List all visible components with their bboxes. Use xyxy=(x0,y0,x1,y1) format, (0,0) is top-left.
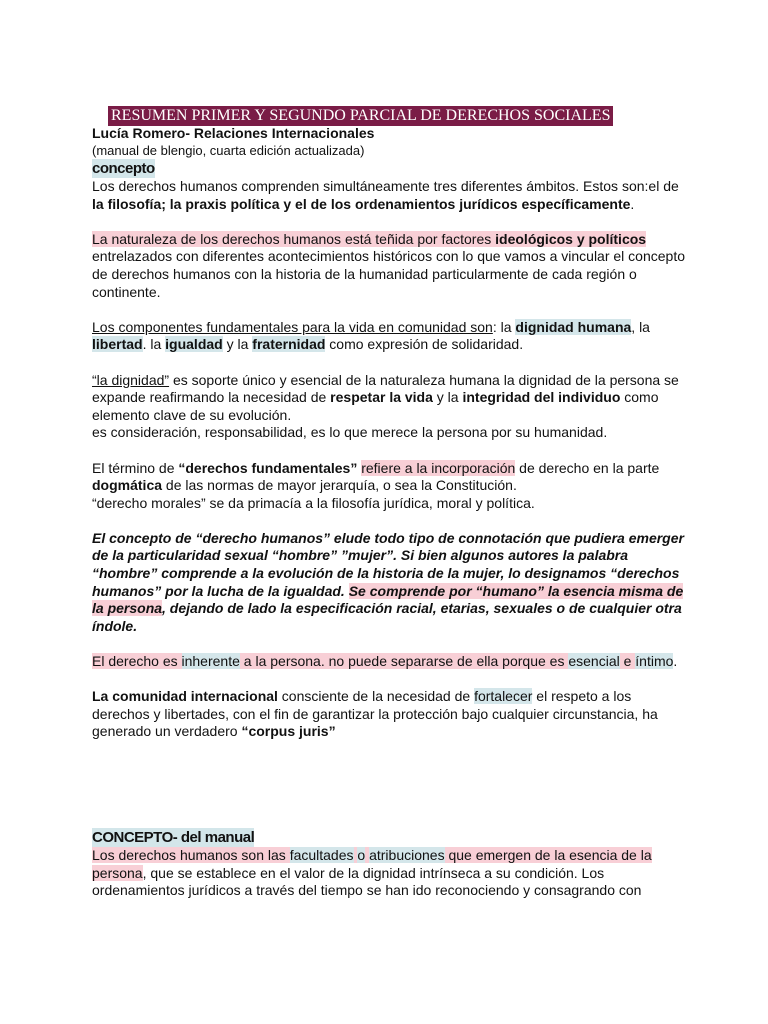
term-esencial: esencial xyxy=(568,653,620,670)
paragraph-comunidad-internacional xyxy=(92,688,692,741)
text-run: de las normas de mayor jerarquía, o sea la Constitución. xyxy=(162,477,517,494)
paragraph-ambitos xyxy=(92,178,692,213)
text-run: , la xyxy=(631,318,650,335)
section-heading-concepto-manual: CONCEPTO- del manual xyxy=(92,829,255,846)
paragraph-derecho-morales: “derecho morales” se da primacía a la filosofía jurídica, moral y política. xyxy=(92,494,535,511)
bold-run: La comunidad internacional xyxy=(92,688,278,705)
term-dignidad-humana: dignidad humana xyxy=(515,318,632,335)
text-run: consciente de la necesidad de xyxy=(277,688,475,705)
text-run: y la xyxy=(222,336,253,353)
term-intimo: íntimo xyxy=(635,653,674,670)
bold-run: “derechos fundamentales” xyxy=(178,459,358,476)
text-run: de derecho en la parte xyxy=(515,459,660,476)
highlight-run: Los derechos humanos son las xyxy=(92,847,290,863)
text-run: : la xyxy=(492,318,516,335)
text-run: , que se establece en el valor de la dignidad intrínseca a su condición. Los ordenamientos jurídicos a través del tiempo se han ido reconociendo y consagrando con xyxy=(92,864,642,899)
term-fraternidad: fraternidad xyxy=(252,336,326,353)
underlined-run: “la dignidad” xyxy=(92,371,170,388)
text-run: El concepto de “derecho humanos” elude todo tipo de connotación que pudiera emerger de la particularidad sexual “hombre” ”mujer”. Si bien algunos autores la palabra “hombre” comprende a la evolución de la historia de la mujer, lo designamos “derechos humanos” por la lucha de la igualdad. xyxy=(92,529,684,599)
text-run: el respeto a los derechos y libertades, con el fin de garantizar la protección bajo cualquier circunstancia, ha generado un verdadero xyxy=(92,688,658,740)
paragraph-concepto-manual xyxy=(92,847,692,900)
term-inherente: inherente xyxy=(181,653,240,670)
bold-run: “corpus juris” xyxy=(241,723,336,740)
document-title: RESUMEN PRIMER Y SEGUNDO PARCIAL DE DERECHOS SOCIALES xyxy=(108,106,613,126)
highlight-run: que emergen de la esencia de la xyxy=(444,847,652,863)
highlight-run: Se comprende por “humano” la esencia misma de la persona xyxy=(92,582,684,617)
bold-run: integridad del individuo xyxy=(462,389,621,406)
highlight-run: El derecho es xyxy=(92,653,182,670)
section-concepto-manual xyxy=(92,828,692,900)
paragraph-inherente xyxy=(92,653,692,671)
highlight-run: a la persona. no puede separarse de ella porque es xyxy=(239,653,569,670)
term-o: o xyxy=(357,847,366,863)
highlight-run: e xyxy=(619,653,636,670)
text-run: . la xyxy=(142,336,166,353)
text-run: es soporte único y esencial de la naturaleza humana la dignidad de la persona se expande reafirmando la necesidad de xyxy=(92,371,679,406)
text-run: . xyxy=(673,653,678,670)
text-run: Los derechos humanos comprenden simultáneamente tres diferentes ámbitos. Estos son:el de xyxy=(92,178,679,194)
text-run: , dejando de lado la especificación racial, etarias, sexuales o de cualquier otra índole. xyxy=(92,600,682,634)
highlight-run: La naturaleza de los derechos humanos está teñida por factores xyxy=(92,230,496,247)
bold-run: la filosofía; la praxis política y el de los ordenamientos jurídicos específicamente xyxy=(92,195,631,212)
paragraph-dignidad-line2: es consideración, responsabilidad, es lo que merece la persona por su humanidad. xyxy=(92,424,608,441)
highlight-run: persona xyxy=(92,864,143,881)
section-heading-concepto: concepto xyxy=(92,160,155,177)
term-atribuciones: atribuciones xyxy=(369,847,445,863)
term-facultades: facultades xyxy=(289,847,354,863)
term-libertad: libertad xyxy=(92,336,143,353)
text-run: y la xyxy=(432,389,463,406)
text-run: entrelazados con diferentes acontecimientos históricos con lo que vamos a vincular el concepto de derechos humanos con la historia de la humanidad particularmente de cada región o continente. xyxy=(92,248,685,300)
highlight-run: refiere a la incorporación xyxy=(361,459,516,476)
text-run: como elemento clave de su evolución. xyxy=(92,389,659,423)
text-run: . xyxy=(630,195,635,212)
bold-run: dogmática xyxy=(92,477,163,494)
bold-run: respetar la vida xyxy=(330,389,433,406)
bold-highlight-run: ideológicos y políticos xyxy=(495,230,647,247)
underlined-run: Los componentes fundamentales para la vida en comunidad son xyxy=(92,318,493,335)
paragraph-naturaleza xyxy=(92,231,692,301)
text-run: como expresión de solidaridad. xyxy=(325,336,524,353)
paragraph-derechos-fundamentales xyxy=(92,460,692,495)
author-line: Lucía Romero- Relaciones Internacionales xyxy=(92,125,375,141)
paragraph-dignidad xyxy=(92,372,692,425)
paragraph-concepto-humanos xyxy=(92,530,692,636)
term-igualdad: igualdad xyxy=(165,336,223,353)
edition-line: (manual de blengio, cuarta edición actualizada) xyxy=(92,143,365,158)
term-fortalecer: fortalecer xyxy=(474,688,533,705)
paragraph-componentes xyxy=(92,319,692,354)
text-run: El término de xyxy=(92,459,179,476)
section-concepto xyxy=(92,124,692,741)
